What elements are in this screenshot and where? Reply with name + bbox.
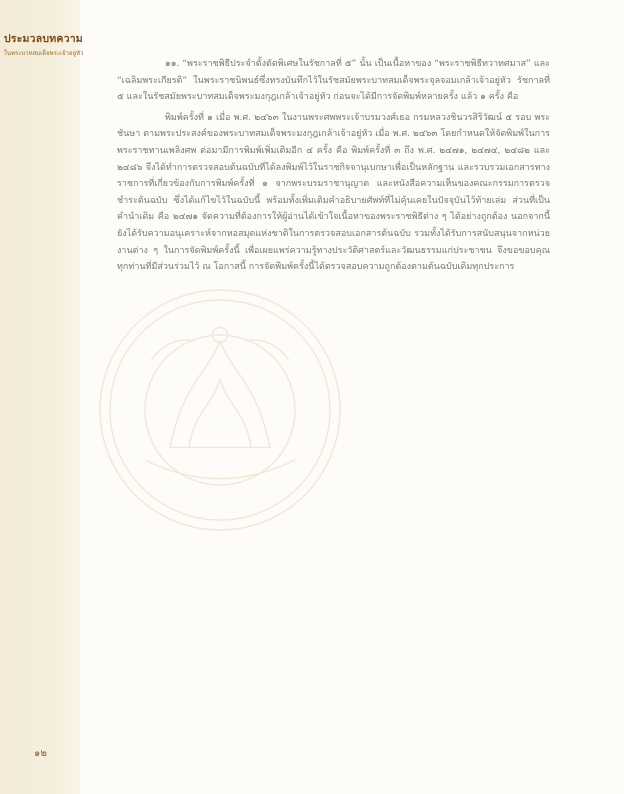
running-header (4, 30, 114, 58)
paragraph: พิมพ์ครั้งที่ ๑ เมื่อ พ.ศ. ๒๔๖๓ ในงานพระศพพระเจ้าบรมวงศ์เธอ กรมหลวงชินวรสิริวัฒน์ ๕ รอบ พระชันษา ตามพระประสงค์ของพระบาทสมเด็จพระมงกุฎเกล้าเจ้าอยู่หัว เมื่อ พ.ศ. ๒๔๖๓ โดยกำหนดให้จัดพิมพ์ในการพระราชทานเพลิงศพ ต่อมามีการพิมพ์เพิ่มเติมอีก ๔ ครั้ง คือ พิมพ์ครั้งที่ ๓ ถึง พ.ศ. ๒๔๗๑, ๒๔๗๔, ๒๔๘๒ และ ๒๔๘๖ จึงได้ทำการตรวจสอบต้นฉบับที่ได้ลงพิมพ์ไว้ในราชกิจจานุเบกษาเพื่อเป็นหลักฐาน และรวบรวมเอกสารทางราชการที่เกี่ยวข้องกับการพิมพ์ครั้งที่ ๑ จากพระบรมราชานุญาต และหนังสือความเห็นของคณะกรรมการตรวจชำระต้นฉบับ ซึ่งได้แก้ไขไว้ในฉบับนี้ พร้อมทั้งเพิ่มเติมคำอธิบายศัพท์ที่ไม่คุ้นเคยในปัจจุบันไว้ท้ายเล่ม ส่วนที่เป็นคำนำเดิม คือ ๒๔๗๑ จัดความที่ต้องการให้ผู้อ่านได้เข้าใจเนื้อหาของพระราชพิธีต่าง ๆ ได้อย่างถูกต้อง นอกจากนี้ยังได้รับความอนุเคราะห์จากหอสมุดแห่งชาติในการตรวจสอบเอกสารต้นฉบับ รวมทั้งได้รับการสนับสนุนจากหน่วยงานต่าง ๆ ในการจัดพิมพ์ครั้งนี้ เพื่อเผยแพร่ความรู้ทางประวัติศาสตร์และวัฒนธรรมแก่ประชาชน จึงขอขอบคุณทุกท่านที่มีส่วนร่วมไว้ ณ โอกาสนี้ การจัดพิมพ์ครั้งนี้ได้ตรวจสอบความถูกต้องตามต้นฉบับเดิมทุกประการ (117, 112, 550, 273)
header-subtitle: ในพระบาทสมเด็จพระเจ้าอยู่หัว (4, 51, 84, 57)
left-margin-band (0, 0, 80, 794)
article-body (117, 56, 550, 280)
paragraph: ๑๑. “พระราชพิธีประจำตั้งตัดพิเศษในรัชกาลที่ ๕” นั้น เป็นเนื้อหาของ “พระราชพิธีทวาทศมาส” และ “เฉลิมพระเกียรติ” ในพระราชนิพนธ์ซึ่งทรงบันทึกไว้ในรัชสมัยพระบาทสมเด็จพระจุลจอมเกล้าเจ้าอยู่หัว รัชกาลที่ ๕ และในรัชสมัยพระบาทสมเด็จพระมงกุฎเกล้าเจ้าอยู่หัว ก่อนจะได้มีการจัดพิมพ์หลายครั้ง แล้ว ๑ ครั้ง คือ (117, 59, 550, 103)
page-number: ๑๒ (34, 748, 47, 759)
watermark-seal (95, 285, 345, 535)
header-title: ประมวลบทความ (4, 34, 83, 45)
